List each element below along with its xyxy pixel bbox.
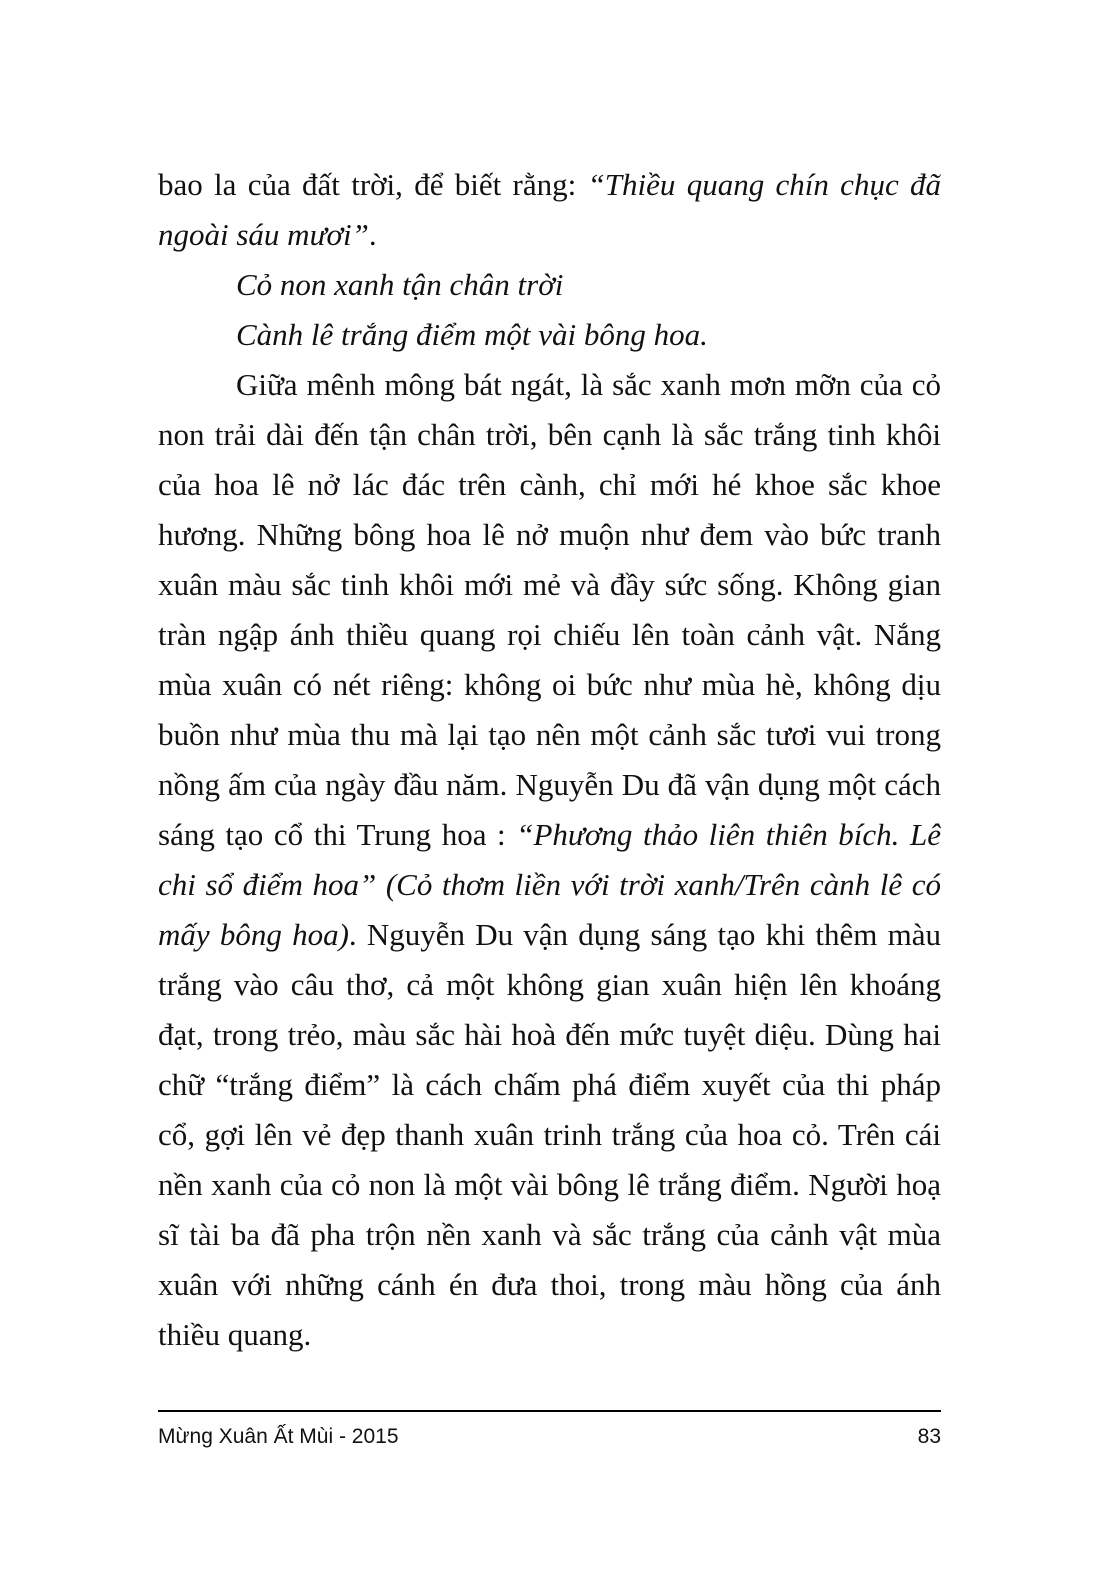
- paragraph-2-text: Giữa mênh mông bát ngát, là sắc xanh mơn mỡn của cỏ non trải dài đến tận chân trời, bên cạnh là sắc trắng tinh khôi của hoa lê nở lác đác trên cành, chỉ mới hé khoe sắc khoe hương. Những bông hoa lê nở muộn như đem vào bức tranh xuân màu sắc tinh khôi mới mẻ và đầy sức sống. Không gian tràn ngập ánh thiều quang rọi chiếu lên toàn cảnh vật. Nắng mùa xuân có nét riêng: không oi bức như mùa hè, không dịu buồn như mùa thu mà lại tạo nên một cảnh sắc tươi vui trong nồng ấm của ngày đầu năm. Nguyễn Du đã vận dụng một cách sáng tạo cổ thi Trung hoa :: [158, 367, 941, 852]
- page-number: 83: [917, 1425, 941, 1448]
- footer-divider: [158, 1410, 941, 1412]
- footer-book-title: Mừng Xuân Ất Mùi - 2015: [158, 1425, 399, 1448]
- page-footer: [158, 1422, 941, 1452]
- paragraph-2-quote: “Phương thảo liên thiên bích. Lê chi sổ điểm hoa” (Cỏ thơm liền với trời xanh/Trên cành lê có mấy bông hoa): [158, 817, 941, 952]
- verse-line-2: Cành lê trắng điểm một vài bông hoa.: [236, 317, 708, 352]
- paragraph-1-quote: “Thiều quang chín chục đã ngoài sáu mươi”: [158, 167, 942, 252]
- paragraph-2-end: . Nguyễn Du vận dụng sáng tạo khi thêm màu trắng vào câu thơ, cả một không gian xuân hiện lên khoáng đạt, trong trẻo, màu sắc hài hoà đến mức tuyệt diệu. Dùng hai chữ “trắng điểm” là cách chấm phá điểm xuyết của thi pháp cổ, gợi lên vẻ đẹp thanh xuân trinh trắng của hoa cỏ. Trên cái nền xanh của cỏ non là một vài bông lê trắng điểm. Người hoạ sĩ tài ba đã pha trộn nền xanh và sắc trắng của cảnh vật mùa xuân với những cánh én đưa thoi, trong màu hồng của ánh thiều quang.: [158, 917, 941, 1352]
- page-body: [158, 160, 941, 1360]
- paragraph-1-end: .: [368, 217, 377, 252]
- paragraph-2: [158, 360, 941, 1360]
- paragraph-1-text: bao la của đất trời, để biết rằng:: [158, 167, 588, 202]
- verse-line-1: Cỏ non xanh tận chân trời: [236, 267, 564, 302]
- paragraph-1: [158, 160, 941, 260]
